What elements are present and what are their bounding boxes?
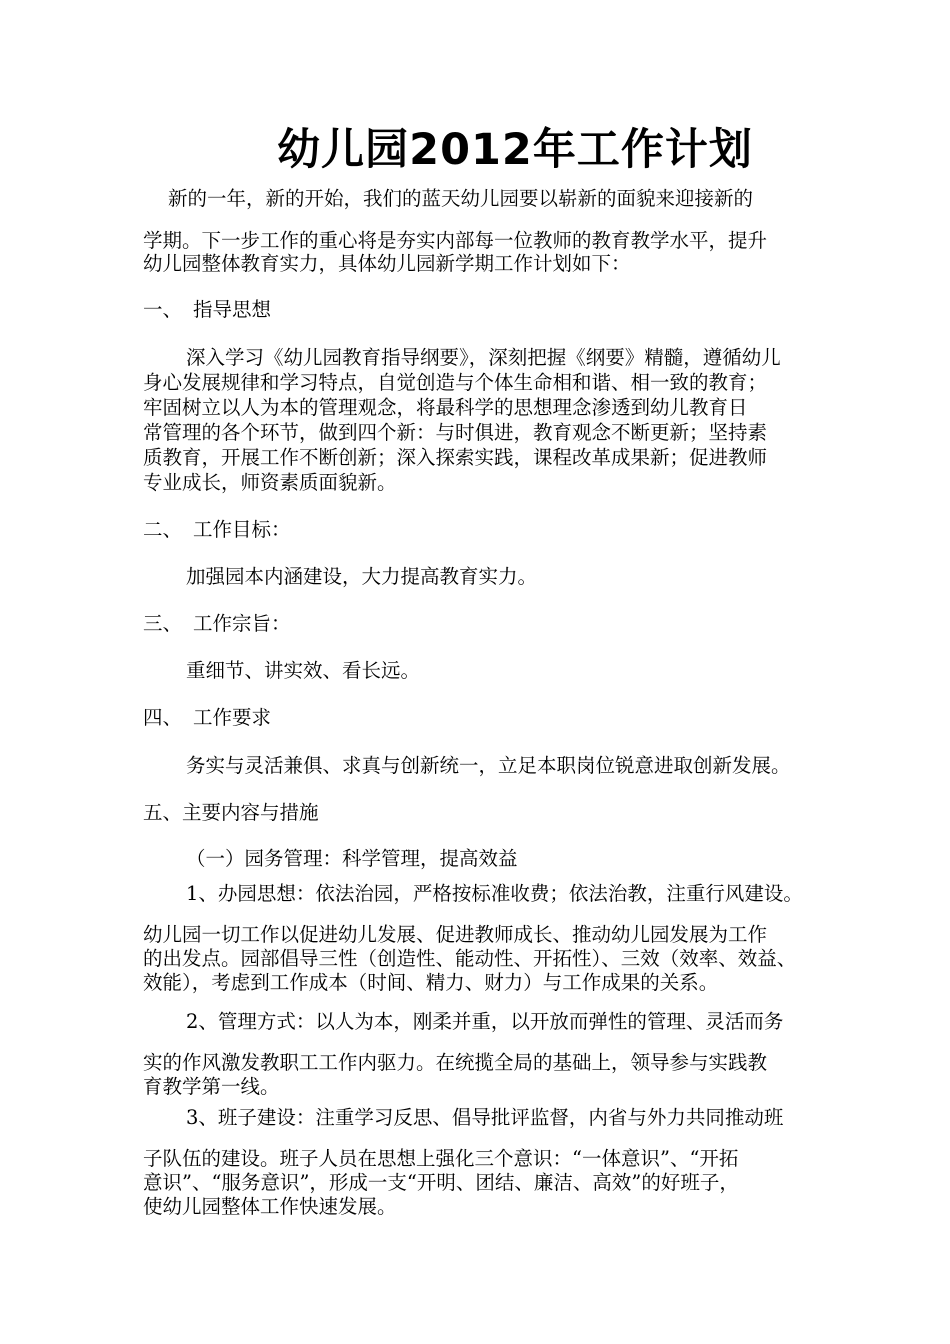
section-4-number: 四、: [143, 706, 183, 729]
section-1-heading: [143, 297, 843, 322]
item-1-line-4: 效能），考虑到工作成本（时间、精力、财力）与工作成果的关系。: [143, 971, 719, 994]
section-1-line-6: 专业成长，师资素质面貌新。: [143, 471, 397, 494]
section-5-heading: 五、主要内容与措施: [143, 801, 319, 824]
item-2-line-2: 实的作风激发教职工工作内驱力。在统揽全局的基础上，领导参与实践教: [143, 1051, 768, 1074]
item-3-line-2: 子队伍的建设。班子人员在思想上强化三个意识：“一体意识”、“开拓: [143, 1147, 739, 1170]
item-3-first-line: 3、班子建设：注重学习反思、倡导批评监督，内省与外力共同推动班: [186, 1106, 784, 1129]
section-1-line-2: 身心发展规律和学习特点，自觉创造与个体生命相和谐、相一致的教育；: [143, 371, 768, 394]
section-1-line-3: 牢固树立以人为本的管理观念，将最科学的思想理念渗透到幼儿教育日: [143, 396, 748, 419]
intro-line-1: 新的一年，新的开始，我们的蓝天幼儿园要以崭新的面貌来迎接新的: [168, 187, 754, 210]
intro-line-2: 学期。下一步工作的重心将是夯实内部每一位教师的教育教学水平，提升: [143, 229, 768, 252]
item-1-first-line: 1、办园思想：依法治园，严格按标准收费；依法治教，注重行风建设。: [186, 882, 803, 905]
item-3-line-3: 意识”、“服务意识”，形成一支“开明、团结、廉洁、高效”的好班子，: [143, 1171, 739, 1194]
section-5-subheading-1: （一）园务管理：科学管理，提高效益: [186, 847, 518, 870]
document-title: 幼儿园2012年工作计划: [277, 125, 753, 175]
section-4-text: 务实与灵活兼俱、求真与创新统一，立足本职岗位锐意进取创新发展。: [186, 754, 791, 777]
section-1-line-4: 常管理的各个环节，做到四个新：与时俱进，教育观念不断更新；坚持素: [143, 421, 768, 444]
section-1-number: 一、: [143, 298, 183, 321]
item-1-line-3: 的出发点。园部倡导三性（创造性、能动性、开拓性）、三效（效率、效益、: [143, 947, 797, 970]
intro-line-3: 幼儿园整体教育实力，具体幼儿园新学期工作计划如下：: [143, 252, 631, 275]
section-3-heading: [143, 611, 843, 636]
section-1-line-1: 深入学习《幼儿园教育指导纲要》，深刻把握《纲要》精髓，遵循幼儿: [186, 346, 781, 369]
section-4-heading: [143, 705, 843, 730]
item-3-line-4: 使幼儿园整体工作快速发展。: [143, 1195, 397, 1218]
section-2-heading: [143, 517, 843, 542]
section-3-number: 三、: [143, 612, 183, 635]
section-2-text: 加强园本内涵建设，大力提高教育实力。: [186, 565, 538, 588]
item-2-line-3: 育教学第一线。: [143, 1075, 280, 1098]
section-2-number: 二、: [143, 518, 183, 541]
section-4-label: 工作要求: [193, 706, 272, 729]
section-1-line-5: 质教育，开展工作不断创新；深入探索实践，课程改革成果新；促进教师: [143, 446, 768, 469]
section-3-text: 重细节、讲实效、看长远。: [186, 659, 421, 682]
section-3-label: 工作宗旨：: [193, 612, 291, 635]
section-2-label: 工作目标：: [193, 518, 291, 541]
item-1-line-2: 幼儿园一切工作以促进幼儿发展、促进教师成长、推动幼儿园发展为工作: [143, 923, 768, 946]
item-2-first-line: 2、管理方式：以人为本，刚柔并重，以开放而弹性的管理、灵活而务: [186, 1010, 784, 1033]
section-1-label: 指导思想: [193, 298, 272, 321]
